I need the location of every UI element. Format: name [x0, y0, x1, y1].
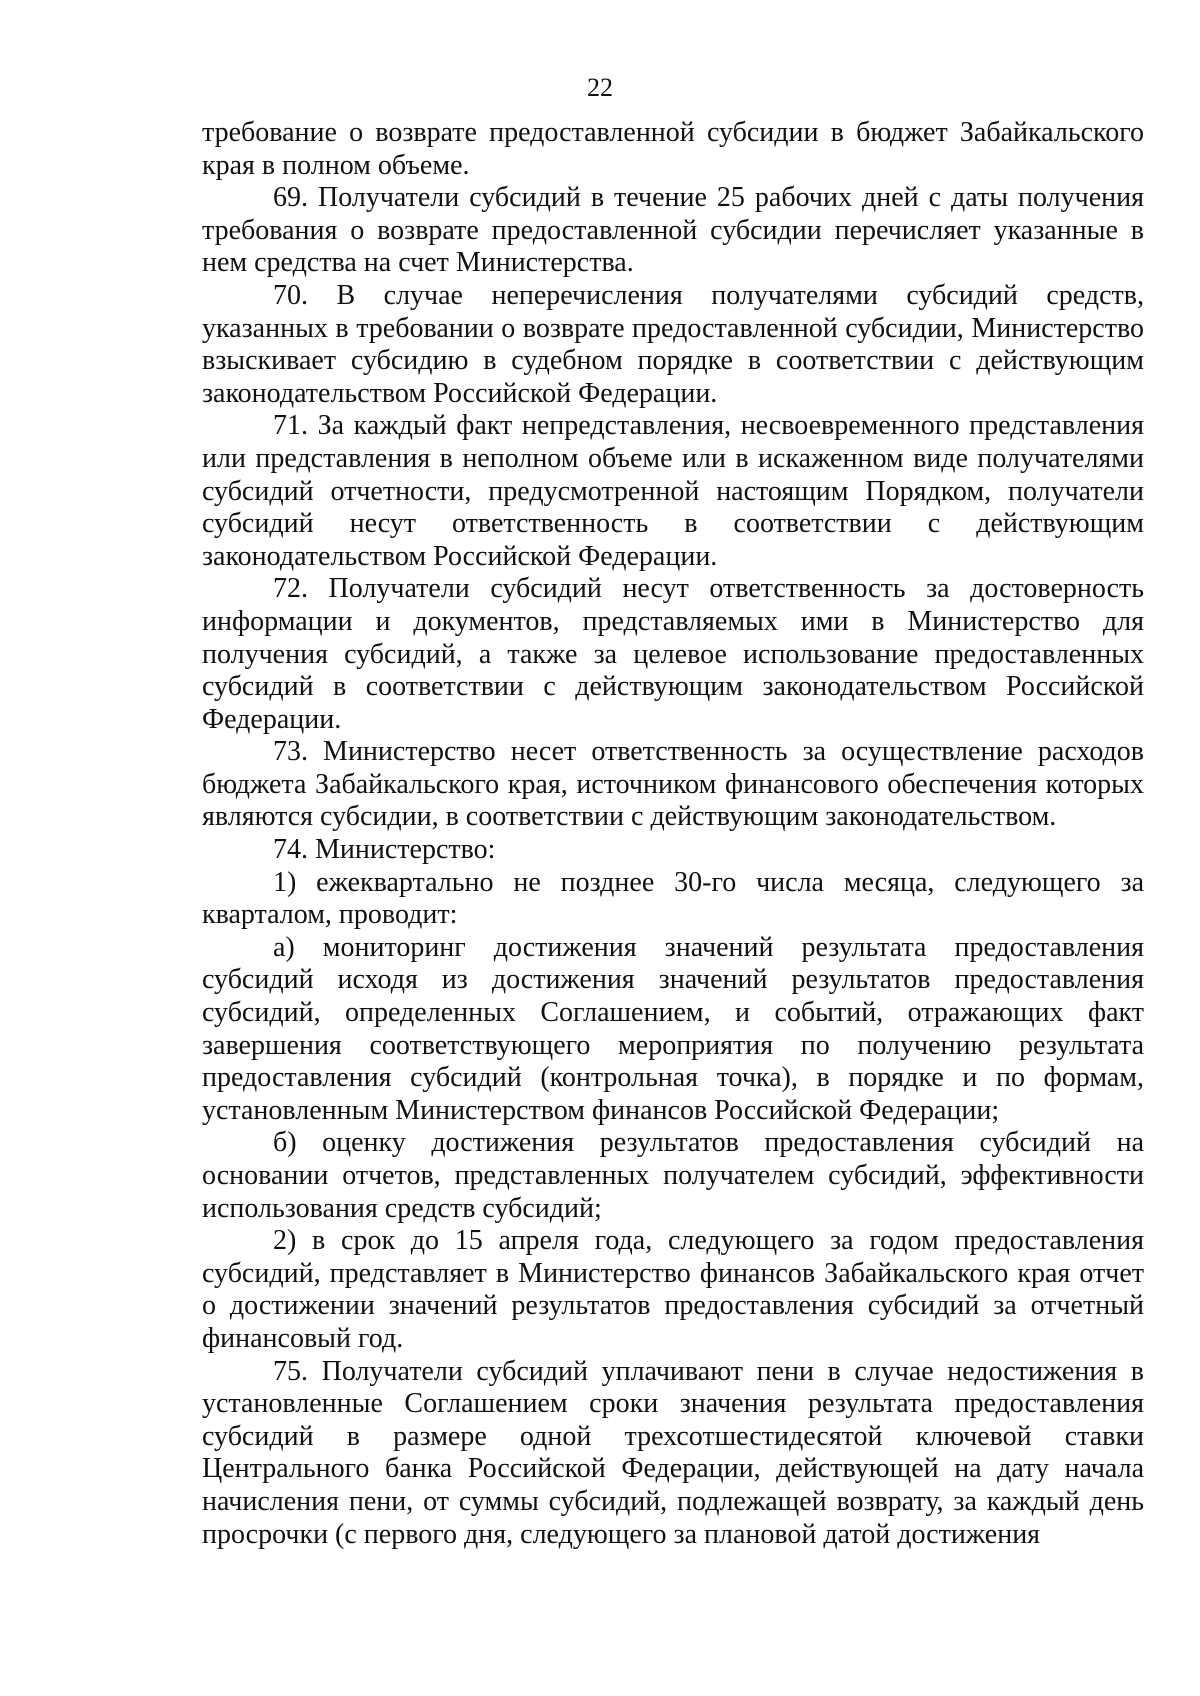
paragraph: 2) в срок до 15 апреля года, следующего за годом предоставления субсидий, представляет в Министерство финансов Забайкальского края отчет о достижении значений результатов предоставления субсидий за отчетный финансовый год. [202, 1225, 1144, 1354]
paragraph: 73. Министерство несет ответственность за осуществление расходов бюджета Забайкальского края, источником финансового обеспечения которых являются субсидии, в соответствии с действующим законодательством. [202, 736, 1144, 833]
paragraph: требование о возврате предоставленной субсидии в бюджет Забайкальского края в полном объеме. [202, 117, 1144, 181]
paragraph: а) мониторинг достижения значений результата предоставления субсидий исходя из достижения значений результатов предоставления субсидий, определенных Соглашением, и событий, отражающих факт завершения соответствующего мероприятия по получению результата предоставления субсидий (контрольная точка), в порядке и по формам, установленным Министерством финансов Российской Федерации; [202, 931, 1144, 1126]
page-number: 22 [587, 73, 613, 102]
paragraph: 75. Получатели субсидий уплачивают пени в случае недостижения в установленные Соглашением сроки значения результата предоставления субсидий в размере одной трехсотшестидесятой ключевой ставки Центрального банка Российской Федерации, действующей на дату начала начисления пени, от суммы субсидий, подлежащей возврату, за каждый день просрочки (с первого дня, следующего за плановой датой достижения [202, 1355, 1144, 1550]
paragraph: 71. За каждый факт непредставления, несвоевременного представления или представления в неполном объеме или в искаженном виде получателями субсидий отчетности, предусмотренной настоящим Порядком, получатели субсидий несут ответственность в соответствии с действующим законодательством Российской Федерации. [202, 410, 1144, 572]
paragraph: 70. В случае неперечисления получателями субсидий средств, указанных в требовании о возврате предоставленной субсидии, Министерство взыскивает субсидию в судебном порядке в соответствии с действующим законодательством Российской Федерации. [202, 279, 1144, 409]
paragraph: 69. Получатели субсидий в течение 25 рабочих дней с даты получения требования о возврате предоставленной субсидии перечисляет указанные в нем средства на счет Министерства. [202, 182, 1144, 279]
document-body [202, 117, 1144, 1551]
paragraph: 72. Получатели субсидий несут ответственность за достоверность информации и документов, представляемых ими в Министерство для получения субсидий, а также за целевое использование предоставленных субсидий в соответствии с действующим законодательством Российской Федерации. [202, 573, 1144, 735]
paragraph: 74. Министерство: [273, 834, 496, 866]
paragraph: 1) ежеквартально не позднее 30-го числа месяца, следующего за кварталом, проводит: [202, 866, 1144, 931]
paragraph: б) оценку достижения результатов предоставления субсидий на основании отчетов, представленных получателем субсидий, эффективности использования средств субсидий; [202, 1127, 1144, 1224]
